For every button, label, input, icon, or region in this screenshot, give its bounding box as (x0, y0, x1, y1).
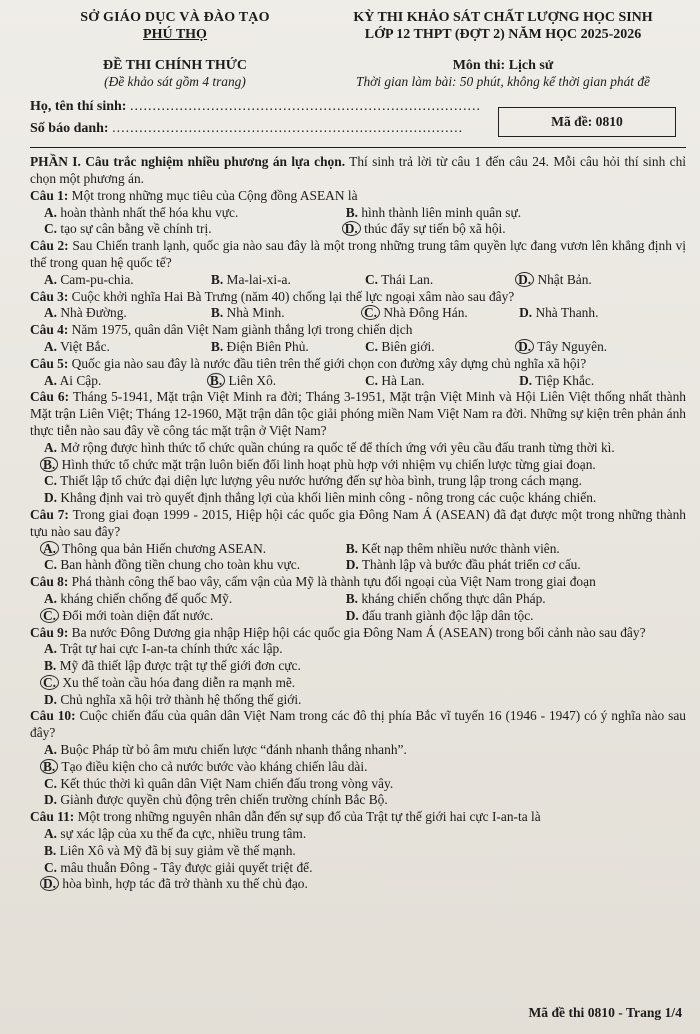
option-text: Thành lập và bước đầu phát triển cơ cấu. (358, 557, 581, 573)
option-text: kháng chiến chống thực dân Pháp. (358, 590, 546, 606)
question-item (30, 809, 686, 893)
subject-label: Môn thi: Lịch sử (452, 57, 554, 73)
issuer-block (40, 10, 310, 91)
answer-options (30, 541, 686, 575)
time-note: Thời gian làm bài: 50 phút, không kể thời gian phát đề (356, 74, 650, 90)
option-text: Việt Bắc. (57, 338, 110, 354)
option-text: đấu tranh giành độc lập dân tộc. (358, 607, 534, 623)
option-letter: B. (210, 271, 224, 287)
question-number: Câu 2: (30, 238, 69, 254)
answer-options (30, 373, 686, 390)
option-text: Tây Nguyên. (534, 338, 608, 354)
question-stem (30, 625, 686, 642)
answer-option-a[interactable] (30, 826, 686, 843)
answer-option-c[interactable] (44, 221, 346, 238)
option-text: Cam-pu-chia. (57, 271, 134, 287)
candidate-name-row (30, 99, 481, 116)
option-text: Liên Xô. (225, 372, 277, 388)
option-text: Ai Cập. (57, 372, 102, 388)
option-text: hoàn thành nhất thể hóa khu vực. (57, 204, 239, 220)
question-number: Câu 8: (30, 574, 69, 590)
option-text: sự xác lập của xu thế đa cực, nhiều trung tâm. (57, 826, 307, 842)
option-letter: D. (40, 876, 59, 891)
option-text: hình thành liên minh quân sự. (358, 204, 522, 220)
question-number: Câu 5: (30, 355, 69, 371)
option-letter: B. (345, 540, 359, 556)
question-number: Câu 11: (30, 809, 75, 825)
question-item (30, 389, 686, 507)
answer-option-b[interactable] (211, 339, 365, 356)
option-text: Trật tự hai cực I-an-ta chính thức xác lập. (57, 641, 283, 657)
answer-options (30, 205, 686, 239)
option-letter: C. (361, 305, 380, 320)
question-number: Câu 3: (30, 288, 69, 304)
answer-option-d[interactable] (519, 305, 686, 322)
exam-code-box: Mã đề: 0810 (498, 107, 676, 137)
option-letter: C. (44, 557, 58, 573)
part-1-title: PHẦN I. Câu trắc nghiệm nhiều phương án lựa chọn. (30, 154, 346, 170)
part-1-instructions: Thí sinh trả lời từ câu 1 đến câu 24. Mỗi câu hỏi thí sinh chỉ chọn một phương án. (30, 154, 687, 186)
answer-options (30, 339, 686, 356)
option-letter: B. (40, 759, 58, 774)
province-name: PHÚ THỌ (143, 26, 207, 42)
answer-option-a[interactable] (30, 440, 686, 457)
question-text: Phá thành công thế bao vây, cấm vận của Mỹ là thành tựu đối ngoại của Việt Nam trong giai đoạn (68, 574, 596, 590)
option-text: Nhà Minh. (223, 305, 285, 321)
answer-option-a[interactable] (30, 742, 686, 759)
candidate-id-dots: .............................................................................. (112, 121, 464, 137)
option-letter: D. (345, 607, 359, 623)
exam-header (30, 10, 686, 91)
question-stem (30, 356, 686, 373)
option-letter: C. (44, 221, 58, 237)
option-text: Khẳng định vai trò quyết định thắng lợi của khối liên minh công - nông trong các cuộc kháng chiến. (57, 490, 597, 506)
answer-option-c[interactable] (365, 305, 519, 322)
option-text: Thông qua bản Hiến chương ASEAN. (59, 540, 267, 556)
answer-option-a[interactable] (44, 591, 346, 608)
option-text: mâu thuẫn Đông - Tây được giải quyết triệt để. (57, 859, 313, 875)
option-letter: A. (44, 271, 58, 287)
option-text: Thái Lan. (378, 271, 434, 287)
answer-option-d[interactable] (519, 373, 686, 390)
option-letter: C. (44, 473, 58, 489)
answer-options (30, 440, 686, 507)
question-number: Câu 9: (30, 624, 69, 640)
question-item (30, 188, 686, 238)
answer-option-d[interactable] (30, 692, 686, 709)
answer-option-c[interactable] (30, 675, 686, 692)
answer-option-c[interactable] (365, 373, 519, 390)
option-letter: A. (44, 204, 58, 220)
option-letter: B. (40, 457, 58, 472)
answer-option-d[interactable] (30, 876, 686, 893)
answer-option-a[interactable] (44, 205, 346, 222)
option-text: kháng chiến chống đế quốc Mỹ. (57, 590, 233, 606)
answer-option-a[interactable] (44, 339, 211, 356)
option-letter: A. (40, 541, 59, 556)
answer-option-b[interactable] (346, 205, 686, 222)
option-text: Hình thức tổ chức mặt trận luôn biến đổi linh hoạt phù hợp với nhiệm vụ chiến lược từng giai đoạn. (58, 456, 596, 472)
option-letter: A. (44, 439, 58, 455)
answer-option-b[interactable] (211, 373, 365, 390)
answer-option-c[interactable] (30, 776, 686, 793)
answer-option-c[interactable] (44, 557, 346, 574)
part-1-intro (30, 154, 686, 188)
question-stem (30, 809, 686, 826)
answer-option-d[interactable] (519, 272, 686, 289)
answer-option-b[interactable] (30, 843, 686, 860)
option-letter: D. (44, 792, 58, 808)
answer-option-a[interactable] (44, 373, 211, 390)
option-text: Điện Biên Phủ. (223, 338, 309, 354)
answer-option-b[interactable] (211, 305, 365, 322)
option-text: Ma-lai-xi-a. (223, 271, 291, 287)
question-stem (30, 238, 686, 272)
candidate-id-label: Số báo danh: (30, 121, 109, 137)
question-text: Cuộc khởi nghĩa Hai Bà Trưng (năm 40) chống lại thế lực ngoại xâm nào sau đây? (68, 288, 515, 304)
option-letter: B. (210, 338, 224, 354)
option-text: Nhật Bản. (534, 271, 592, 287)
answer-options (30, 272, 686, 289)
candidate-name-label: Họ, tên thí sinh: (30, 99, 127, 115)
answer-option-d[interactable] (30, 490, 686, 507)
official-label: ĐỀ THI CHÍNH THỨC (102, 57, 248, 73)
exam-title-line-2: LỚP 12 THPT (ĐỢT 2) NĂM HỌC 2025-2026 (364, 26, 642, 42)
answer-option-d[interactable] (346, 221, 686, 238)
option-letter: C. (364, 372, 379, 388)
option-letter: B. (345, 590, 359, 606)
option-letter: A. (44, 590, 58, 606)
option-text: thúc đẩy sự tiến bộ xã hội. (360, 221, 506, 237)
question-text: Cuộc chiến đấu của quân dân Việt Nam trong các đô thị phía Bắc vĩ tuyến 16 (1946 - 1947) có ý nghĩa nào sau đây? (30, 708, 687, 741)
option-letter: A. (44, 826, 58, 842)
option-text: Tạo điều kiện cho cả nước bước vào kháng chiến lâu dài. (58, 758, 368, 774)
answer-option-d[interactable] (30, 792, 686, 809)
answer-option-b[interactable] (346, 591, 686, 608)
option-text: Kết nạp thêm nhiều nước thành viên. (358, 540, 560, 556)
option-letter: B. (44, 842, 57, 858)
question-item (30, 356, 686, 390)
option-text: Thiết lập tổ chức đại diện lực lượng yêu nước hướng đến sự hòa bình, trung lập trong cách mạng. (57, 473, 582, 489)
exam-title-line-1: KỲ THI KHẢO SÁT CHẤT LƯỢNG HỌC SINH (353, 10, 653, 25)
question-text: Trong giai đoạn 1999 - 2015, Hiệp hội các quốc gia Đông Nam Á (ASEAN) đã đạt được một trong những thành tựu nào sau đây? (30, 506, 686, 539)
answer-option-d[interactable] (346, 608, 686, 625)
question-stem (30, 574, 686, 591)
option-text: Kết thúc thời kì quân dân Việt Nam chiến đấu trong vòng vây. (57, 775, 394, 791)
option-text: Xu thế toàn cầu hóa đang diễn ra mạnh mẽ. (59, 674, 296, 690)
option-letter: D. (515, 339, 534, 354)
option-text: Mở rộng được hình thức tổ chức quần chúng ra quốc tế để thích ứng với yêu cầu đấu tranh từng thời kì. (57, 439, 615, 455)
option-letter: A. (44, 372, 58, 388)
answer-option-a[interactable] (44, 272, 211, 289)
option-text: Ban hành đồng tiền chung cho toàn khu vực. (57, 557, 301, 573)
option-letter: D. (345, 557, 359, 573)
answer-option-a[interactable] (44, 541, 346, 558)
answer-option-c[interactable] (30, 860, 686, 877)
question-stem (30, 389, 686, 439)
question-stem (30, 188, 686, 205)
answer-option-b[interactable] (30, 759, 686, 776)
candidate-id-row (30, 121, 463, 138)
question-item (30, 574, 686, 624)
answer-options (30, 641, 686, 708)
option-letter: C. (40, 675, 59, 690)
answer-options (30, 742, 686, 809)
question-stem (30, 708, 686, 742)
option-text: Mỹ đã thiết lập được trật tự thế giới đơn cực. (56, 658, 301, 674)
option-letter: B. (44, 658, 57, 674)
answer-option-b[interactable] (211, 272, 365, 289)
option-letter: D. (342, 221, 361, 236)
option-text: Đổi mới toàn diện đất nước. (59, 607, 214, 623)
answer-option-a[interactable] (30, 641, 686, 658)
option-text: Nhà Thanh. (532, 305, 599, 321)
answer-option-a[interactable] (44, 305, 211, 322)
option-text: Hà Lan. (378, 372, 425, 388)
option-text: Liên Xô và Mỹ đã bị suy giảm về thế mạnh. (56, 842, 296, 858)
option-letter: A. (44, 305, 58, 321)
question-item (30, 238, 686, 288)
option-letter: A. (44, 338, 58, 354)
option-letter: C. (40, 608, 59, 623)
option-letter: A. (44, 641, 58, 657)
option-letter: B. (210, 305, 224, 321)
option-letter: D. (44, 691, 58, 707)
answer-option-d[interactable] (346, 557, 686, 574)
option-text: Biên giới. (378, 338, 435, 354)
candidate-identification (30, 97, 686, 145)
option-text: Nhà Đông Hán. (380, 305, 468, 321)
option-letter: A. (44, 742, 58, 758)
answer-option-c[interactable] (30, 473, 686, 490)
question-stem (30, 322, 686, 339)
pages-note: (Đề khảo sát gồm 4 trang) (104, 74, 246, 90)
question-text: Tháng 5-1941, Mặt trận Việt Minh ra đời; Tháng 3-1951, Mặt trận Việt Minh và Hội Liên Việt thống nhất thành Mặt trận Liên Việt; Tháng 12-1960, Mặt trận dân tộc giải phóng miền Nam Việt Nam ra đời. Những sự kiện trên phản ánh thực tiễn nào sau đây về công tác mặt trận ở Việt Nam? (30, 389, 686, 438)
option-text: hòa bình, hợp tác đã trở thành xu thế chủ đạo. (59, 876, 308, 892)
question-number: Câu 6: (30, 389, 70, 405)
question-item (30, 322, 686, 356)
answer-option-c[interactable] (365, 272, 519, 289)
option-letter: C. (364, 271, 379, 287)
department-name: SỞ GIÁO DỤC VÀ ĐÀO TẠO (80, 10, 270, 25)
question-list (30, 188, 686, 893)
question-item (30, 625, 686, 709)
option-letter: D. (44, 490, 58, 506)
option-letter: C. (364, 338, 379, 354)
question-stem (30, 507, 686, 541)
question-number: Câu 10: (30, 708, 76, 724)
option-letter: C. (44, 775, 58, 791)
answer-option-b[interactable] (346, 541, 686, 558)
option-letter: B. (207, 373, 225, 388)
header-divider (30, 147, 686, 148)
question-text: Sau Chiến tranh lạnh, quốc gia nào sau đây là một trong những trung tâm quyền lực đang vươn lên khẳng định vị thế trong quan hệ quốc tế? (30, 238, 686, 270)
answer-option-b[interactable] (30, 658, 686, 675)
question-item (30, 708, 686, 809)
question-item (30, 507, 686, 574)
option-text: Chủ nghĩa xã hội trở thành hệ thống thế giới. (57, 691, 302, 707)
question-stem (30, 289, 686, 306)
answer-option-d[interactable] (519, 339, 686, 356)
question-text: Một trong những mục tiêu của Cộng đồng ASEAN là (68, 187, 358, 203)
option-letter: D. (519, 372, 533, 388)
answer-option-c[interactable] (365, 339, 519, 356)
option-text: Tiệp Khắc. (532, 372, 595, 388)
question-number: Câu 7: (30, 506, 69, 522)
answer-options (30, 305, 686, 322)
option-letter: C. (44, 859, 58, 875)
question-text: Quốc gia nào sau đây là nước đầu tiên trên thế giới chọn con đường xây dựng chủ nghĩa xã hội? (68, 355, 587, 371)
option-letter: B. (345, 204, 359, 220)
question-number: Câu 4: (30, 322, 69, 338)
exam-info-block (310, 10, 686, 91)
option-text: Nhà Đường. (57, 305, 127, 321)
answer-option-c[interactable] (44, 608, 346, 625)
question-item (30, 289, 686, 323)
option-text: tạo sự cân bằng về chính trị. (57, 221, 212, 237)
question-number: Câu 1: (30, 187, 69, 203)
answer-options (30, 591, 686, 625)
page-footer: Mã đề thi 0810 - Trang 1/4 (528, 1005, 682, 1021)
question-text: Một trong những nguyên nhân dẫn đến sự sụp đổ của Trật tự thế giới hai cực I-an-ta là (74, 809, 541, 825)
option-letter: D. (519, 305, 533, 321)
option-letter: D. (515, 272, 534, 287)
answer-option-b[interactable] (30, 457, 686, 474)
candidate-name-dots: .............................................................................. (129, 99, 481, 115)
question-text: Năm 1975, quân dân Việt Nam giành thắng lợi trong chiến dịch (68, 322, 413, 338)
answer-options (30, 826, 686, 893)
option-text: Giành được quyền chủ động trên chiến trường chính Bắc Bộ. (57, 792, 388, 808)
option-text: Buộc Pháp từ bỏ âm mưu chiến lược “đánh nhanh thắng nhanh”. (57, 742, 407, 758)
question-text: Ba nước Đông Dương gia nhập Hiệp hội các quốc gia Đông Nam Á (ASEAN) trong bối cảnh nào sau đây? (68, 624, 646, 640)
